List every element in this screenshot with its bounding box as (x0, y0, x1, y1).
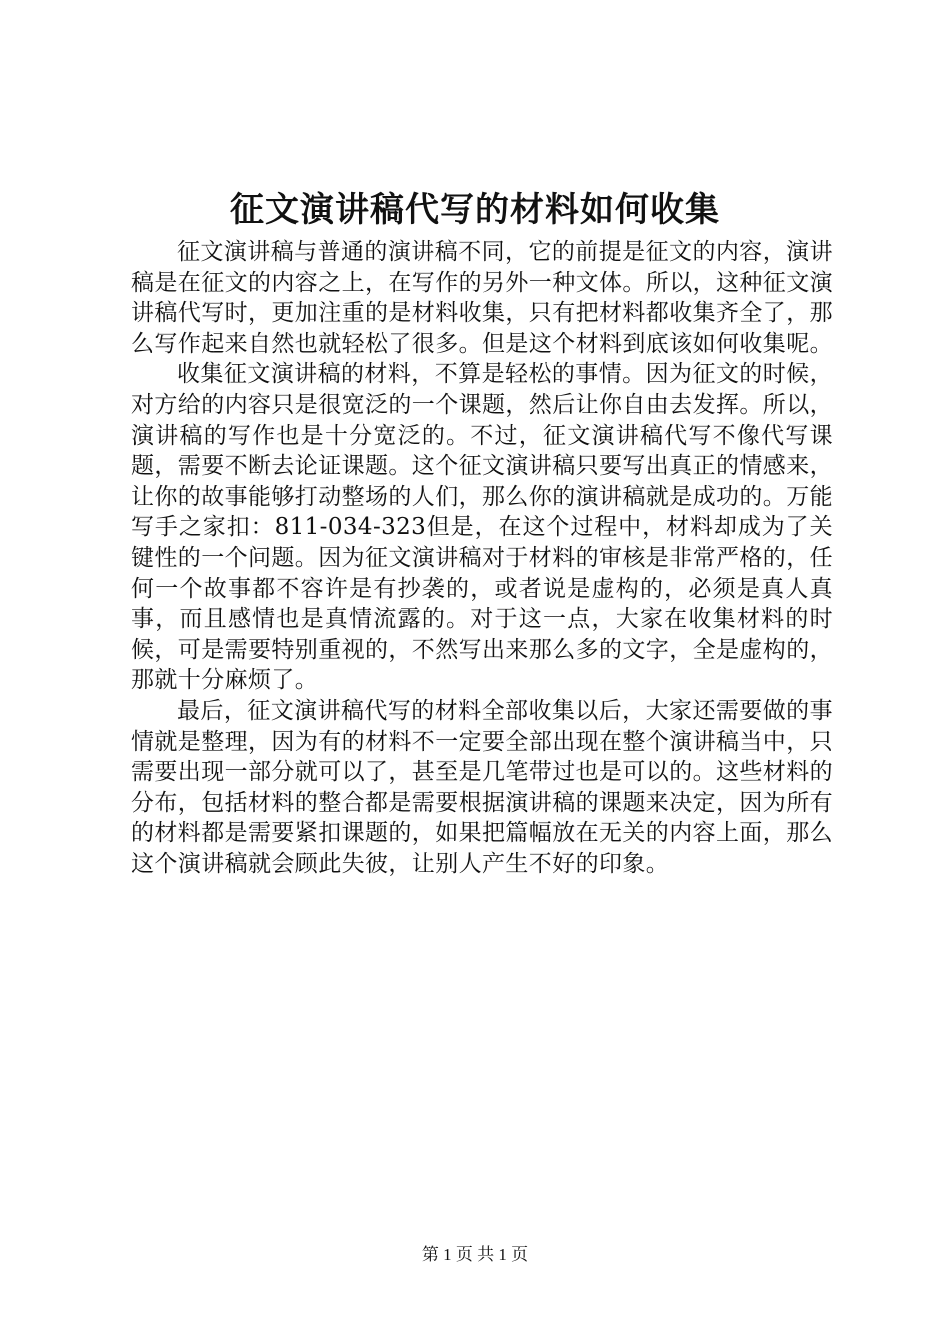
paragraph-2: 收集征文演讲稿的材料，不算是轻松的事情。因为征文的时候，对方给的内容只是很宽泛的一个课题，然后让你自由去发挥。所以，演讲稿的写作也是十分宽泛的。不过，征文演讲稿代写不像代写课题，需要不断去论证课题。这个征文演讲稿只要写出真正的情感来，让你的故事能够打动整场的人们，那么你的演讲稿就是成功的。万能写手之家扣：811-034-323但是，在这个过程中，材料却成为了关键性的一个问题。因为征文演讲稿对于材料的审核是非常严格的，任何一个故事都不容许是有抄袭的，或者说是虚构的，必须是真人真事，而且感情也是真情流露的。对于这一点，大家在收集材料的时候，可是需要特别重视的，不然写出来那么多的文字，全是虚构的，那就十分麻烦了。 (131, 361, 833, 694)
page-number-footer: 第 1 页 共 1 页 (421, 1245, 529, 1264)
paragraph-1: 征文演讲稿与普通的演讲稿不同，它的前提是征文的内容，演讲稿是在征文的内容之上，在写作的另外一种文体。所以，这种征文演讲稿代写时，更加注重的是材料收集，只有把材料都收集齐全了，那么写作起来自然也就轻松了很多。但是这个材料到底该如何收集呢。 (131, 239, 833, 357)
paragraph-3: 最后，征文演讲稿代写的材料全部收集以后，大家还需要做的事情就是整理，因为有的材料不一定要全部出现在整个演讲稿当中，只需要出现一部分就可以了，甚至是几笔带过也是可以的。这些材料的分布，包括材料的整合都是需要根据演讲稿的课题来决定，因为所有的材料都是需要紧扣课题的，如果把篇幅放在无关的内容上面，那么这个演讲稿就会顾此失彼，让别人产生不好的印象。 (131, 697, 833, 877)
document-title: 征文演讲稿代写的材料如何收集 (230, 190, 720, 230)
document-body (131, 237, 833, 879)
